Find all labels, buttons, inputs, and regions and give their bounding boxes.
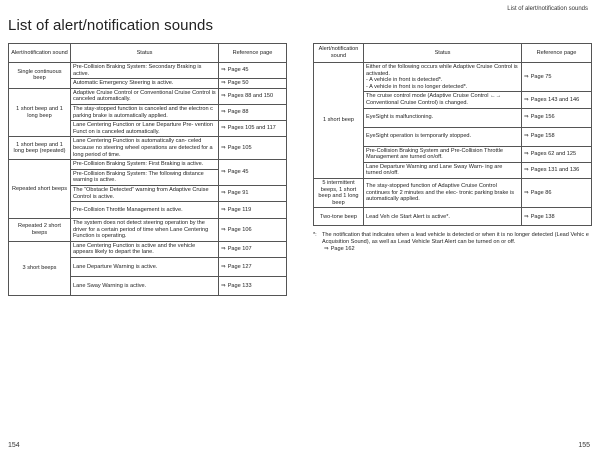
arrow-right-icon: ⇒ xyxy=(221,93,226,100)
arrow-right-icon: ⇒ xyxy=(221,67,226,74)
arrow-right-icon: ⇒ xyxy=(524,167,529,174)
reference-cell xyxy=(219,185,287,201)
arrow-right-icon: ⇒ xyxy=(524,189,529,196)
arrow-right-icon: ⇒ xyxy=(221,109,226,116)
arrow-right-icon: ⇒ xyxy=(221,246,226,253)
arrow-right-icon: ⇒ xyxy=(524,73,529,80)
reference-cell xyxy=(522,162,592,178)
sound-cell: 1 short beep xyxy=(314,63,364,179)
sound-cell: Repeated 2 short beeps xyxy=(9,219,71,242)
status-line: Either of the following occurs while Adaptive Cruise Control is activated. xyxy=(366,64,518,77)
status-line: - A vehicle in front is no longer detected*. xyxy=(366,83,468,90)
status-cell: Lane Centering Function is active and the vehicle appears likely to depart the lane. xyxy=(71,241,219,257)
status-cell: Pre-Collision Braking System and Pre-Collision Throttle Management are turned on/off. xyxy=(364,146,522,162)
reference-cell xyxy=(219,137,287,160)
alert-sounds-table-left xyxy=(8,43,287,296)
arrow-right-icon: ⇒ xyxy=(221,125,226,132)
status-cell: Pre-Collision Braking System: Secondary Braking is active. xyxy=(71,63,219,79)
reference-cell xyxy=(219,63,287,79)
reference-cell xyxy=(522,92,592,108)
status-cell: Automatic Emergency Steering is active. xyxy=(71,79,219,89)
arrow-right-icon: ⇒ xyxy=(524,133,529,140)
sound-cell: 5 intermittent beeps, 1 short beep and 1 long beep xyxy=(314,178,364,207)
reference-link[interactable]: Page 106 xyxy=(227,226,252,233)
page-number-right: 155 xyxy=(578,442,590,449)
arrow-right-icon: ⇒ xyxy=(524,213,529,220)
arrow-right-icon: ⇒ xyxy=(221,263,226,270)
reference-cell xyxy=(522,208,592,226)
reference-cell xyxy=(219,104,287,120)
table-header-row xyxy=(314,44,592,63)
table-row xyxy=(9,63,287,79)
reference-link[interactable]: Page 156 xyxy=(530,114,555,121)
table-header-row xyxy=(9,44,287,63)
status-cell: Lane Centering Function is automatically can- celed because no steering wheel operations are detected for a long period of time. xyxy=(71,137,219,160)
reference-cell xyxy=(522,108,592,127)
page-title: List of alert/notification sounds xyxy=(8,17,214,34)
table-row xyxy=(9,137,287,160)
reference-link[interactable]: Pages 105 and 117 xyxy=(227,125,276,132)
sound-cell: Two-tone beep xyxy=(314,208,364,226)
reference-link[interactable]: Page 133 xyxy=(227,282,252,289)
footnote-text: The notification that indicates when a lead vehicle is detected or when it is no longer detected (Lead Vehic e Acquisition Sound), as well as Lead Vehicle Start Alert can be turned on or off. xyxy=(322,232,589,246)
status-cell: Pre-Collision Braking System: First Braking is active. xyxy=(71,160,219,170)
reference-link[interactable]: Page 75 xyxy=(530,73,552,80)
sound-cell: Repeated short beeps xyxy=(9,160,71,219)
reference-cell xyxy=(219,79,287,89)
reference-link[interactable]: Pages 88 and 150 xyxy=(227,93,274,100)
reference-cell xyxy=(219,258,287,277)
page-number-left: 154 xyxy=(8,442,20,449)
table-row xyxy=(314,208,592,226)
reference-link[interactable]: Pages 62 and 125 xyxy=(530,150,577,157)
reference-cell xyxy=(522,127,592,146)
arrow-right-icon: ⇒ xyxy=(221,80,226,87)
header-sound: Alert/notification sound xyxy=(314,44,364,63)
status-cell: Lane Departure Warning and Lane Sway Warn- ing are turned on/off. xyxy=(364,162,522,178)
status-cell: Lane Departure Warning is active. xyxy=(71,258,219,277)
status-cell: Pre-Collision Braking System: The following distance warning is active. xyxy=(71,169,219,185)
status-cell: Pre-Collision Throttle Management is active. xyxy=(71,202,219,219)
status-cell: The stay-stopped function is canceled and the electron c parking brake is automatically applied. xyxy=(71,104,219,120)
reference-link[interactable]: Page 162 xyxy=(330,246,355,253)
status-cell: The “Obstacle Detected” warning from Adaptive Cruise Control is active. xyxy=(71,185,219,201)
table-row xyxy=(314,178,592,207)
footnote xyxy=(313,232,591,253)
reference-cell xyxy=(219,160,287,186)
header-status: Status xyxy=(364,44,522,63)
footnote-body xyxy=(322,232,591,253)
reference-link[interactable]: Page 86 xyxy=(530,189,552,196)
table-row xyxy=(9,88,287,104)
reference-link[interactable]: Page 119 xyxy=(227,206,252,213)
header-reference: Reference page xyxy=(219,44,287,63)
reference-cell xyxy=(522,178,592,207)
sound-cell: 3 short beeps xyxy=(9,241,71,295)
footnote-mark: *: xyxy=(313,232,317,238)
reference-cell xyxy=(522,146,592,162)
arrow-right-icon: ⇒ xyxy=(221,190,226,197)
reference-link[interactable]: Pages 131 and 136 xyxy=(530,167,580,174)
status-cell: The cruise control mode (Adaptive Cruise Control ←→ Conventional Cruise Control) is changed. xyxy=(364,92,522,108)
status-cell: Lane Sway Warning is active. xyxy=(71,277,219,296)
reference-cell xyxy=(219,219,287,242)
status-cell: Lane Centering Function or Lane Departure Pre- vention Funct on is canceled automatically. xyxy=(71,121,219,137)
status-cell: The system does not detect steering operation by the driver for a certain period of time when Lane Centering Function is operating. xyxy=(71,219,219,242)
sound-cell: 1 short beep and 1 long beep (repeated) xyxy=(9,137,71,160)
status-line: - A vehicle in front is detected*. xyxy=(366,77,443,84)
status-cell: EyeSight is malfunctioning. xyxy=(364,108,522,127)
reference-cell xyxy=(219,121,287,137)
arrow-right-icon: ⇒ xyxy=(324,246,329,253)
reference-link[interactable]: Page 88 xyxy=(227,109,249,116)
status-cell xyxy=(364,63,522,92)
reference-link[interactable]: Page 91 xyxy=(227,190,249,197)
reference-cell xyxy=(219,277,287,296)
header-sound: Alert/notification sound xyxy=(9,44,71,63)
sound-cell: 1 short beep and 1 long beep xyxy=(9,88,71,137)
status-cell: Adaptive Cruise Control or Conventional Cruise Control is canceled automatically. xyxy=(71,88,219,104)
arrow-right-icon: ⇒ xyxy=(221,169,226,176)
reference-link[interactable]: Page 138 xyxy=(530,213,555,220)
reference-link[interactable]: Page 127 xyxy=(227,263,252,270)
reference-cell xyxy=(219,202,287,219)
running-header: List of alert/notification sounds xyxy=(507,6,588,12)
reference-link[interactable]: Page 105 xyxy=(227,144,252,151)
sound-cell: Single continuous beep xyxy=(9,63,71,89)
reference-link[interactable]: Page 45 xyxy=(227,67,249,74)
alert-sounds-table-right xyxy=(313,43,592,226)
header-reference: Reference page xyxy=(522,44,592,63)
reference-link[interactable]: Page 107 xyxy=(227,246,252,253)
table-row xyxy=(9,241,287,257)
header-status: Status xyxy=(71,44,219,63)
arrow-right-icon: ⇒ xyxy=(221,282,226,289)
reference-cell xyxy=(219,88,287,104)
arrow-right-icon: ⇒ xyxy=(524,150,529,157)
reference-link[interactable]: Page 45 xyxy=(227,169,249,176)
reference-link[interactable]: Page 50 xyxy=(227,80,249,87)
table-row xyxy=(314,63,592,92)
footnote-reference xyxy=(322,246,591,253)
arrow-right-icon: ⇒ xyxy=(221,206,226,213)
status-cell: Lead Veh cle Start Alert is active*. xyxy=(364,208,522,226)
arrow-right-icon: ⇒ xyxy=(524,114,529,121)
reference-cell xyxy=(219,241,287,257)
table-row xyxy=(9,219,287,242)
reference-link[interactable]: Page 158 xyxy=(530,133,555,140)
arrow-right-icon: ⇒ xyxy=(221,226,226,233)
status-cell: The stay-stopped function of Adaptive Cruise Control continues for 2 minutes and the elec- tronic parking brake is automatically applied. xyxy=(364,178,522,207)
reference-link[interactable]: Pages 143 and 146 xyxy=(530,96,580,103)
status-cell: EyeSight operation is temporarily stopped. xyxy=(364,127,522,146)
arrow-right-icon: ⇒ xyxy=(221,144,226,151)
arrow-right-icon: ⇒ xyxy=(524,96,529,103)
table-row xyxy=(9,160,287,170)
reference-cell xyxy=(522,63,592,92)
